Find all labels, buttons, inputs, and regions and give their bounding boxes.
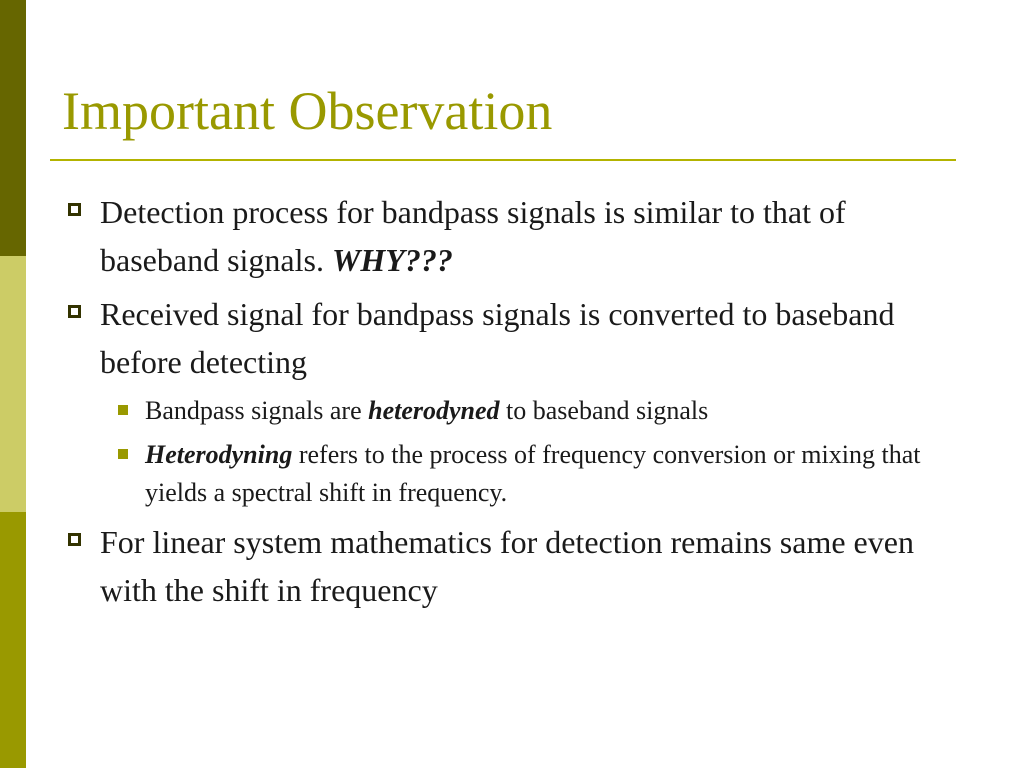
- bullet-text: For linear system mathematics for detection remains same even with the shift in frequency: [100, 524, 914, 608]
- bullet-item: [60, 518, 970, 614]
- bullet-text: Received signal for bandpass signals is converted to baseband before detecting: [100, 296, 895, 380]
- bullet-item: [60, 290, 970, 386]
- side-accent-bar-middle: [0, 256, 26, 512]
- slide-title: Important Observation: [62, 81, 553, 141]
- sub-bullet-suffix: to baseband signals: [499, 396, 709, 425]
- square-bullet-icon: [68, 533, 81, 546]
- side-accent-bar-bottom: [0, 512, 26, 768]
- bullet-item: [60, 188, 970, 284]
- bullet-text: Detection process for bandpass signals is similar to that of baseband signals.: [100, 194, 846, 278]
- slide-content: [60, 188, 970, 620]
- filled-square-bullet-icon: [118, 405, 128, 415]
- sub-bullet-emphasis: heterodyned: [368, 396, 500, 425]
- sub-bullet-suffix: refers to the process of frequency conversion or mixing that yields a spectral shift in frequency.: [145, 440, 921, 507]
- bullet-emphasis: WHY???: [331, 242, 453, 278]
- sub-bullet-item: [60, 436, 970, 512]
- sub-bullet-emphasis: Heterodyning: [145, 440, 293, 469]
- sub-bullet-prefix: Bandpass signals are: [145, 396, 369, 425]
- sub-bullet-item: [60, 392, 970, 430]
- square-bullet-icon: [68, 305, 81, 318]
- filled-square-bullet-icon: [118, 449, 128, 459]
- side-accent-bar-top: [0, 0, 26, 256]
- square-bullet-icon: [68, 203, 81, 216]
- title-underline: [50, 159, 956, 161]
